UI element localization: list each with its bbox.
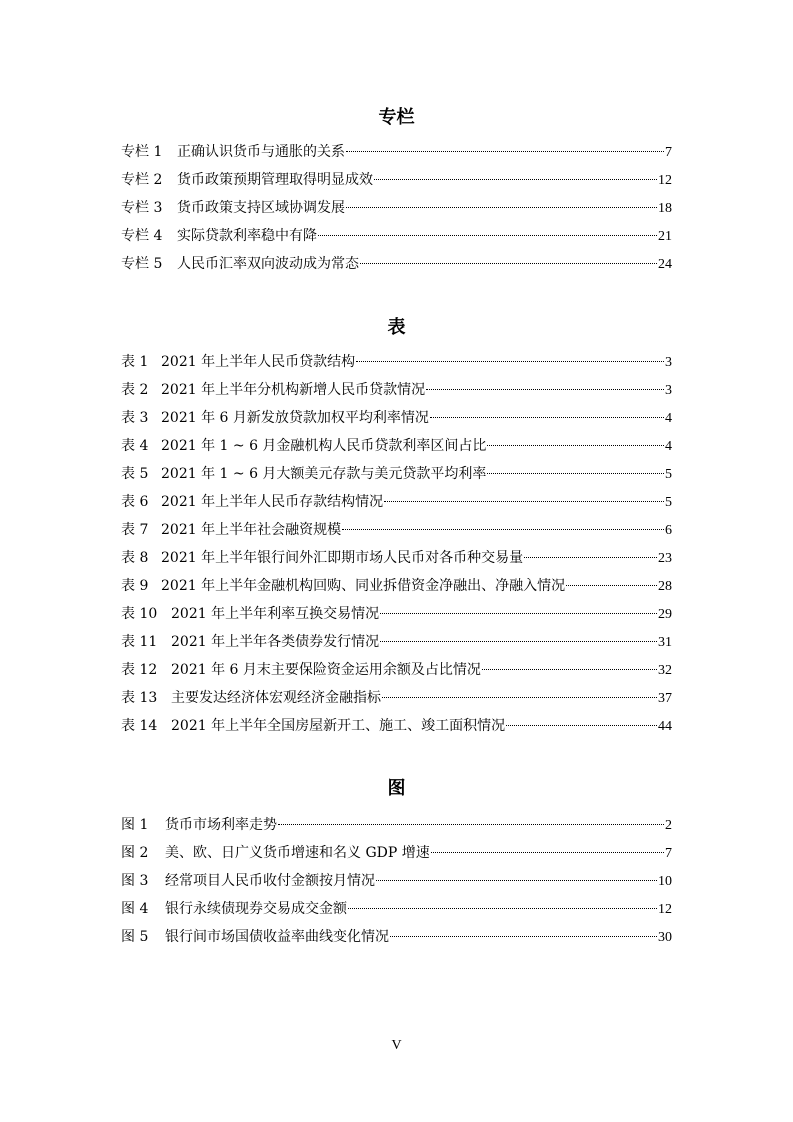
dot-leader [487,473,664,474]
toc-entry-link[interactable] [121,839,672,868]
toc-entry-page: 28 [658,579,672,594]
toc-entry-page: 18 [658,201,672,216]
toc-entry-text: 正确认识货币与通胀的关系 [177,144,345,160]
dot-leader [342,529,664,530]
toc-entry-text: 2021 年上半年分机构新增人民币贷款情况 [161,382,426,398]
dot-leader [506,725,657,726]
dot-leader [318,235,657,236]
toc-entry-page: 44 [658,719,672,734]
toc-entry[interactable] [121,923,672,951]
toc-entry-text: 2021 年上半年利率互换交易情况 [171,606,380,622]
toc-entry-page: 10 [658,874,672,889]
toc-entry[interactable] [121,488,672,516]
toc-entry[interactable] [121,811,672,839]
toc-entry-link[interactable] [121,895,672,924]
toc-entry-text: 主要发达经济体宏观经济金融指标 [171,690,381,706]
toc-entry-text: 人民币汇率双向波动成为常态 [177,256,359,272]
toc-entry-label: 表 5 [121,466,149,482]
toc-entry-label: 图 4 [121,901,149,917]
toc-entry-page: 3 [665,383,672,398]
toc-entry[interactable] [121,460,672,488]
toc-entry-page: 32 [658,663,672,678]
toc-entry-label: 图 1 [121,817,149,833]
toc-entry-label: 专栏 4 [121,228,163,244]
toc-entry-link[interactable] [121,138,672,167]
figures-section-title: 图 [387,778,406,799]
toc-entry-link[interactable] [121,811,672,840]
toc-entry-text: 2021 年上半年全国房屋新开工、施工、竣工面积情况 [171,718,506,734]
toc-entry[interactable] [121,376,672,404]
toc-entry-page: 6 [665,523,672,538]
dot-leader [374,179,657,180]
toc-entry-page: 30 [658,930,672,945]
toc-entry-label: 表 1 [121,354,149,370]
toc-entry-page: 12 [658,173,672,188]
toc-entry[interactable] [121,600,672,628]
toc-entry-page: 5 [665,495,672,510]
toc-entry-text: 2021 年 1 ~ 6 月金融机构人民币贷款利率区间占比 [161,438,487,454]
toc-entry[interactable] [121,544,672,572]
tables-toc-list [121,348,672,740]
toc-entry-link[interactable] [121,250,672,279]
toc-entry-label: 专栏 2 [121,172,163,188]
toc-entry-page: 2 [665,818,672,833]
toc-entry-label: 图 2 [121,845,149,861]
toc-entry-link[interactable] [121,516,672,545]
toc-entry-link[interactable] [121,432,672,461]
toc-entry-text: 经常项目人民币收付金额按月情况 [165,873,375,889]
toc-entry-link[interactable] [121,488,672,517]
toc-entry-link[interactable] [121,376,672,405]
toc-entry-text: 货币政策预期管理取得明显成效 [177,172,373,188]
tables-section-title: 表 [387,317,406,338]
toc-entry-label: 表 12 [121,662,158,678]
toc-entry-label: 专栏 5 [121,256,163,272]
toc-entry[interactable] [121,895,672,923]
toc-entry[interactable] [121,222,672,250]
dot-leader [346,151,664,152]
toc-entry-link[interactable] [121,194,672,223]
toc-entry[interactable] [121,250,672,278]
dot-leader [431,852,664,853]
toc-entry-text: 2021 年 1 ~ 6 月大额美元存款与美元贷款平均利率 [161,466,487,482]
dot-leader [487,445,664,446]
columns-toc-list [121,138,672,278]
toc-entry[interactable] [121,684,672,712]
toc-entry-page: 4 [665,439,672,454]
toc-entry[interactable] [121,628,672,656]
toc-entry-label: 表 3 [121,410,149,426]
toc-entry-text: 货币市场利率走势 [165,817,277,833]
toc-entry-page: 37 [658,691,672,706]
toc-entry-link[interactable] [121,867,672,896]
toc-entry-link[interactable] [121,222,672,251]
toc-entry-page: 5 [665,467,672,482]
toc-entry-text: 货币政策支持区域协调发展 [177,200,345,216]
toc-entry-text: 2021 年上半年社会融资规模 [161,522,342,538]
toc-entry-label: 表 4 [121,438,149,454]
page-number: V [391,1038,402,1053]
toc-entry[interactable] [121,572,672,600]
toc-entry-link[interactable] [121,712,672,741]
toc-entry-label: 表 2 [121,382,149,398]
toc-entry-link[interactable] [121,572,672,601]
toc-entry-text: 2021 年 6 月新发放贷款加权平均利率情况 [161,410,429,426]
toc-entry-label: 表 6 [121,494,149,510]
toc-entry-link[interactable] [121,544,672,573]
toc-entry-label: 专栏 1 [121,144,163,160]
toc-entry-page: 3 [665,355,672,370]
dot-leader [278,824,664,825]
dot-leader [430,417,664,418]
toc-entry-label: 专栏 3 [121,200,163,216]
toc-entry-link[interactable] [121,656,672,685]
dot-leader [360,263,657,264]
toc-entry-text: 实际贷款利率稳中有降 [177,228,317,244]
figures-toc-list [121,811,672,951]
toc-entry-label: 表 7 [121,522,149,538]
toc-entry-text: 2021 年上半年银行间外汇即期市场人民币对各币种交易量 [161,550,524,566]
toc-entry-text: 美、欧、日广义货币增速和名义 GDP 增速 [165,845,430,861]
toc-entry-link[interactable] [121,600,672,629]
toc-entry[interactable] [121,404,672,432]
toc-entry[interactable] [121,166,672,194]
toc-entry-link[interactable] [121,348,672,377]
toc-entry[interactable] [121,516,672,544]
toc-entry-link[interactable] [121,684,672,713]
toc-entry-page: 21 [658,229,672,244]
toc-entry-text: 2021 年上半年人民币存款结构情况 [161,494,384,510]
toc-entry-label: 表 11 [121,634,158,650]
toc-entry-page: 7 [665,846,672,861]
dot-leader [384,501,664,502]
toc-entry-text: 2021 年上半年金融机构回购、同业拆借资金净融出、净融入情况 [161,578,566,594]
toc-entry[interactable] [121,656,672,684]
toc-entry-label: 表 9 [121,578,149,594]
toc-entry-label: 表 8 [121,550,149,566]
toc-entry-page: 23 [658,551,672,566]
toc-entry-link[interactable] [121,460,672,489]
toc-entry-label: 表 13 [121,690,158,706]
dot-leader [382,697,657,698]
toc-entry[interactable] [121,348,672,376]
toc-entry-page: 31 [658,635,672,650]
dot-leader [356,361,664,362]
dot-leader [376,880,657,881]
toc-entry-label: 表 14 [121,718,158,734]
toc-entry-link[interactable] [121,628,672,657]
toc-entry-page: 24 [658,257,672,272]
dot-leader [348,908,657,909]
toc-entry-link[interactable] [121,923,672,952]
dot-leader [346,207,657,208]
toc-entry-link[interactable] [121,404,672,433]
columns-section-title: 专栏 [378,107,415,128]
dot-leader [566,585,657,586]
toc-entry-page: 4 [665,411,672,426]
toc-entry-text: 银行间市场国债收益率曲线变化情况 [165,929,389,945]
toc-entry-text: 银行永续债现券交易成交金额 [165,901,347,917]
toc-entry[interactable] [121,194,672,222]
toc-entry-page: 29 [658,607,672,622]
toc-entry[interactable] [121,138,672,166]
toc-entry[interactable] [121,839,672,867]
toc-entry[interactable] [121,432,672,460]
toc-entry-text: 2021 年 6 月末主要保险资金运用余额及占比情况 [171,662,481,678]
dot-leader [380,613,657,614]
toc-entry-page: 7 [665,145,672,160]
dot-leader [390,936,657,937]
toc-entry-label: 图 5 [121,929,149,945]
dot-leader [426,389,664,390]
toc-entry-link[interactable] [121,166,672,195]
toc-entry[interactable] [121,712,672,740]
toc-entry-label: 表 10 [121,606,158,622]
toc-entry-page: 12 [658,902,672,917]
toc-entry-text: 2021 年上半年各类债券发行情况 [171,634,380,650]
dot-leader [524,557,657,558]
toc-entry-label: 图 3 [121,873,149,889]
toc-entry[interactable] [121,867,672,895]
toc-entry-text: 2021 年上半年人民币贷款结构 [161,354,356,370]
dot-leader [380,641,657,642]
dot-leader [482,669,657,670]
